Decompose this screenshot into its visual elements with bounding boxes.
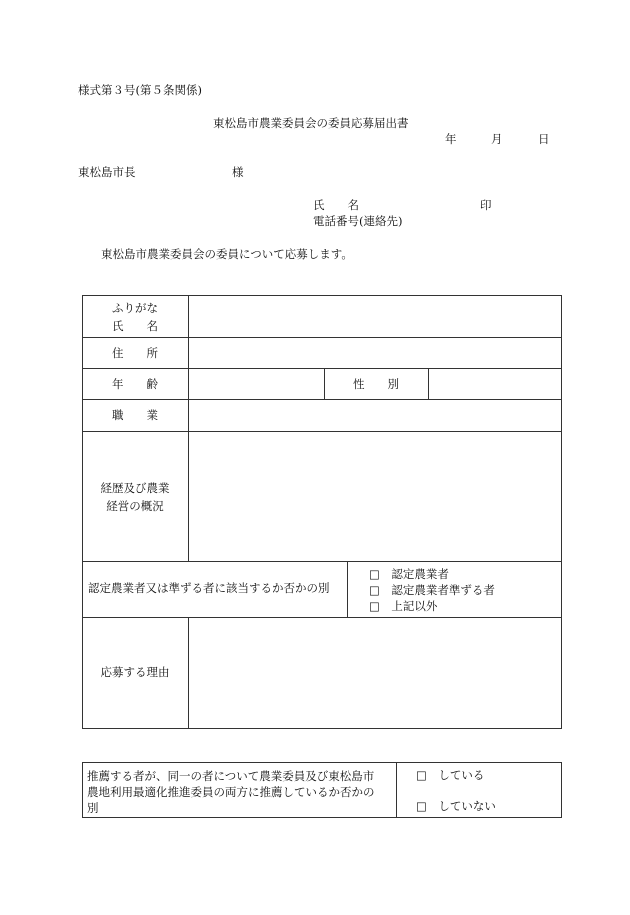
- address-label: 住 所: [112, 346, 158, 360]
- address-field[interactable]: [188, 338, 561, 367]
- recommend-question: [87, 768, 375, 816]
- date-month: 月: [491, 132, 503, 146]
- furigana-label: ふりがな: [112, 301, 158, 315]
- application-statement: 東松島市農業委員会の委員について応募します。: [101, 247, 353, 261]
- sex-field[interactable]: [429, 369, 561, 398]
- form-number: 様式第３号(第５条関係): [78, 83, 202, 97]
- checkbox-other[interactable]: □ 上記以外: [369, 599, 438, 613]
- table-col-divider: [347, 561, 348, 617]
- checkbox-certified-farmer[interactable]: □ 認定農業者: [369, 567, 449, 581]
- honorific: 様: [232, 165, 244, 179]
- recommend-question-line2: 農地利用最適化推進委員の両方に推薦しているか否かの: [87, 785, 375, 799]
- date-year: 年: [445, 132, 457, 146]
- career-label-line1: 経歴及び農業: [100, 481, 170, 495]
- career-label: [82, 480, 188, 516]
- recommend-question-line1: 推薦する者が、同一の者について農業委員及び東松島市: [87, 769, 375, 783]
- age-label: 年 齢: [112, 377, 158, 391]
- checkbox-quasi-certified-farmer[interactable]: □ 認定農業者準ずる者: [369, 583, 495, 597]
- addressee: 東松島市長: [78, 165, 136, 179]
- reason-label: 応募する理由: [100, 665, 170, 679]
- age-field[interactable]: [188, 369, 323, 398]
- certified-farmer-question: 認定農業者又は準ずる者に該当するか否かの別: [88, 581, 330, 595]
- recommend-col-divider: [396, 762, 397, 818]
- name-field[interactable]: [188, 296, 561, 336]
- reason-field[interactable]: [188, 618, 561, 728]
- career-field[interactable]: [188, 432, 561, 560]
- occupation-label: 職 業: [112, 408, 158, 422]
- sex-label: 性 別: [353, 377, 399, 391]
- career-label-line2: 経営の概況: [106, 498, 164, 513]
- occupation-field[interactable]: [188, 400, 561, 430]
- applicant-name-label: 氏 名: [313, 198, 359, 212]
- name-label: 氏 名: [112, 318, 158, 333]
- date-day: 日: [538, 132, 550, 146]
- name-label-cell: [82, 300, 188, 336]
- recommend-question-line3: 別: [87, 801, 99, 815]
- checkbox-recommending[interactable]: □ している: [416, 768, 485, 782]
- checkbox-not-recommending[interactable]: □ していない: [416, 799, 496, 813]
- seal-mark: 印: [480, 198, 492, 212]
- table-row-divider: [82, 561, 562, 562]
- document-title: 東松島市農業委員会の委員応募届出書: [213, 116, 409, 130]
- phone-label: 電話番号(連絡先): [313, 214, 403, 228]
